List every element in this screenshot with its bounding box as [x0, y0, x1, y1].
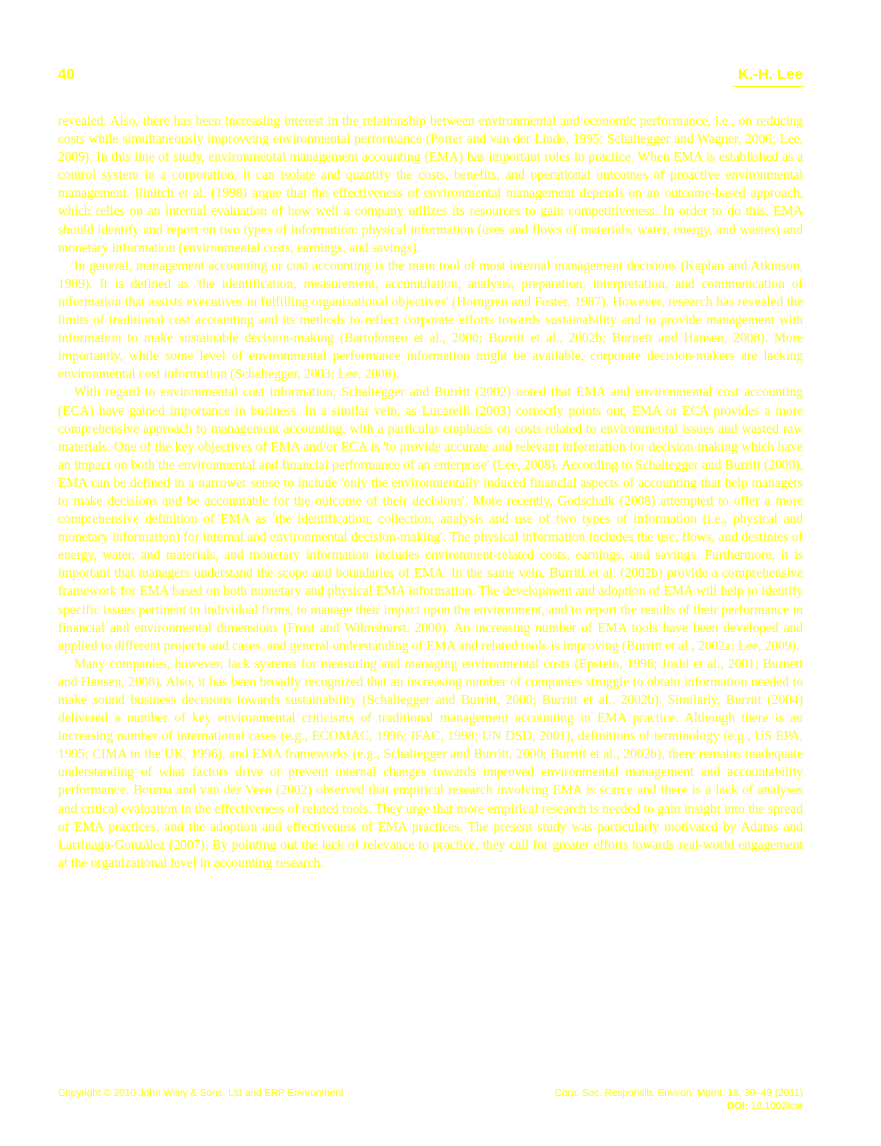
running-head: K.-H. Lee: [737, 66, 803, 83]
paragraph: revealed. Also, there has been increasing interest in the relationship between environmental and economic performance, i.e., on reducing costs while simultaneously improveing environmental performance (Porter and van der Linde, 1995; Schaltegger and Wagner, 2006; Lee, 2009). In this line of study, environmental management accounting (EMA) has important roles in practice. When EMA is established as a control system in a corporation, it can isolate and quantify the costs, benefits, and operational outcomes of proactive environmental management. Ilinitch et al. (1998) argue that the effectiveness of environmental management depends on an outcome-based approach, which relies on an internal evaluation of how well a company utilizes its resources to gain competitiveness. In order to do this, EMA should identify and report on two types of information: physical information (uses and flows of materials, water, energy, and wastes) and monetary information (environmental costs, earnings, and savings).: [58, 113, 803, 255]
body-text: [58, 112, 803, 872]
header-rule: [733, 86, 803, 87]
doi: [727, 1100, 803, 1113]
copyright-notice: Copyright © 2010 John Wiley & Sons, Ltd and ERP Environment: [58, 1088, 344, 1099]
page-number: 40: [58, 66, 75, 83]
paragraph: In general, management accounting or cost accounting is the main tool of most internal management decisions (Kaplan and Atkinson, 1989). It is defined as 'the identification, measurement, accumulation, analysis, preparation, interpretation, and communication of information that assists executives in fulfilling organizational objectives' (Horngren and Foster, 1987). However, research has revealed the limits of traditional cost accounting and its methods to reflect corporate efforts towards sustainability and to provide management with information to make sustainable decision-making (Bartolomeo et al., 2000; Burritt et al., 2002b; Burnett and Hansen, 2008). More importantly, while some level of environmental performance information might be available, corporate decision-makers are lacking environmental cost information (Schaltegger, 2003; Lee, 2008).: [58, 257, 803, 382]
doi-label: DOI:: [726, 1101, 748, 1112]
paragraph: Many companies, however, lack systems for measuring and managing environmental costs (Epstein, 1996; Joshi et al., 2001; Burnett and Hansen, 2008). Also, it has been broadly recognized that an increasing number of companies struggle to obtain information needed to make sound business decisions towards sustainability (Schaltegger and Burritt, 2000; Burritt et al., 2002b). Similarly, Burritt (2004) delivered a number of key environmental criticisms of traditional management accounting in EMA practice. Although there is an increasing number of international cases (e.g., ECOMAC, 1996; IFAC, 1998; UN DSD, 2001), definitions of terminology (e.g., US EPA, 1995; CIMA in the UK, 1996), and EMA frameworks (e.g., Schaltegger and Burritt, 2000; Burritt et al., 2002b), there remains inadequate understanding of what factors drive or prevent internal changes towards improved environmental management and accountability performance. Bouma and van der Veen (2002) observed that empirical research involving EMA is scarce and there is a lack of analyses and critical evaluation in the effectiveness of related tools. They urge that more empirical research is needed to gain insight into the spread of EMA practices, and the adoption and effectiveness of EMA practices. The present study was particularly motivated by Adams and Larrinaga-González (2007). By pointing out the lack of relevance to practice, they call for greater efforts towards real-world engagement at the organizational level in accounting research.: [58, 655, 803, 870]
journal-citation: Corp. Soc. Responsib. Environ. Mgmt. 18, 39–49 (2011): [554, 1088, 803, 1099]
page-header: [58, 62, 803, 88]
doi-value[interactable]: 10.1002/csr: [750, 1101, 803, 1112]
paragraph: With regard to environmental cost information, Schaltegger and Burritt (2002) noted that EMA and environmental cost accounting (ECA) have gained importance in business. In a similar vein, as Lucarelli (2003) correctly points out, EMA or ECA provides a more comprehensive approach to management accounting, with a particular emphasis on costs related to environmental issues and wasted raw materials. One of the key objectives of EMA and/or ECA is 'to provide accurate and relevant information for decision-making which have an impact on both the environmental and financial performance of an enterprise' (Lee, 2008). According to Schaltegger and Burritt (2000), EMA can be defined in a narrower sense to include 'only the environmentally induced financial aspects of accounting that help managers to make decisions and be accountable for the outcome of their decisions'. More recently, Godschalk (2008) attempted to offer a more comprehensive definition of EMA as 'the identification, collection, analysis and use of two types of information (i.e., physical and monetary information) for internal and environmental decision-making'. The physical information includes the use, flows, and destinies of energy, water, and materials, and monetary information includes environment-related costs, earnings, and savings. Furthermore, it is important that managers understand the scope and boundaries of EMA. In the same vein, Burritt et al. (2002b) provide a comprehensive framework for EMA based on both monetary and physical EMA information. The development and adoption of EMA will help to identify specific issues pertinent to individual firms, to manage their impact upon the environment, and to report the results of their performance in financial and environmental dimensions (Frost and Wilmshurst, 2000). An increasing number of EMA tools have been developed and applied to different projects and cases, and general understanding of EMA and related tools is improving (Burritt et al., 2002a; Lee, 2009).: [58, 384, 803, 653]
